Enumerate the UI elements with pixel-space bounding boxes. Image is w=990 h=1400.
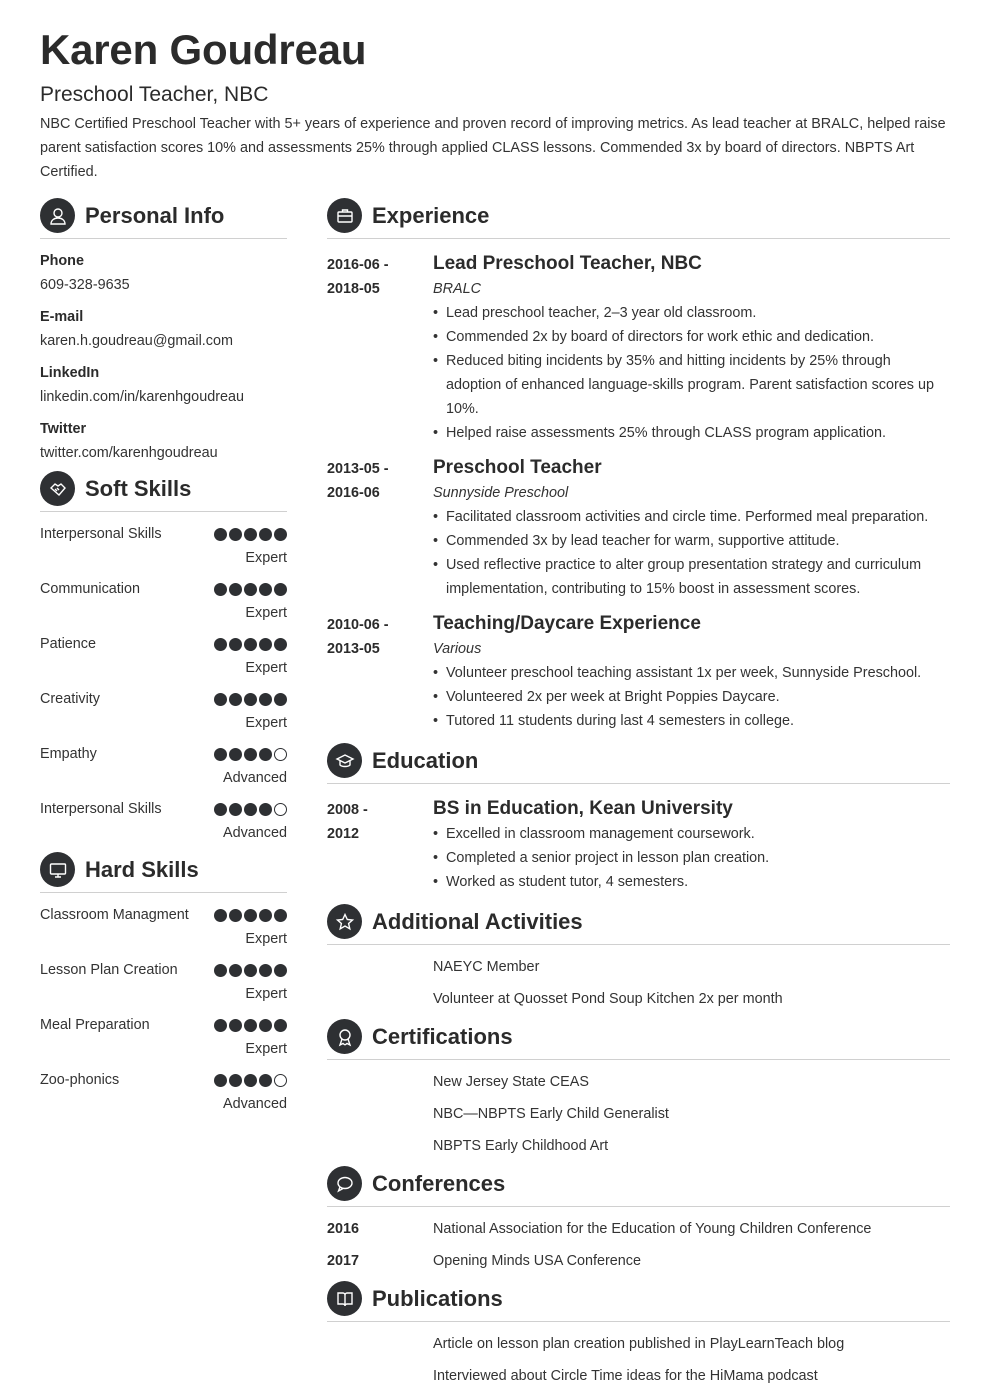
date-end: 2016-06 (327, 485, 380, 501)
date-end: 2012 (327, 826, 360, 842)
bullet-item: • Commended 3x by lead teacher for warm, supportive attitude. (433, 529, 950, 553)
filled-dot (214, 528, 227, 541)
skill-item (40, 958, 287, 1006)
skill-level: Advanced (222, 1096, 287, 1112)
handshake-icon (40, 471, 75, 506)
bullet-item: • Used reflective practice to alter group presentation strategy and curriculum implementation, contributing to 15% boost in assessment scores. (433, 553, 950, 601)
filled-dot (229, 1074, 242, 1087)
bullet-list (433, 505, 950, 601)
briefcase-icon (327, 198, 362, 233)
bullet-item: • Completed a senior project in lesson plan creation. (433, 846, 950, 870)
entry-organization: Various (433, 641, 482, 657)
filled-dot (214, 638, 227, 651)
filled-dot (229, 964, 242, 977)
section-title: Education (372, 748, 479, 773)
skill-rating (214, 1074, 287, 1087)
filled-dot (214, 1074, 227, 1087)
bullet-item: • Volunteered 2x per week at Bright Poppies Daycare. (433, 685, 950, 709)
bullet-list (433, 661, 950, 733)
skill-item (40, 522, 287, 570)
section-header (327, 1019, 950, 1060)
filled-dot (214, 964, 227, 977)
skill-name: Interpersonal Skills (40, 526, 162, 542)
certifications-section (327, 1019, 950, 1158)
skill-item (40, 1013, 287, 1061)
filled-dot (274, 964, 287, 977)
info-value: karen.h.goudreau@gmail.com (40, 333, 233, 349)
filled-dot (244, 748, 257, 761)
filled-dot (244, 1019, 257, 1032)
experience-section (327, 198, 950, 733)
section-header (327, 904, 950, 945)
entry (327, 455, 950, 601)
entry-title: Preschool Teacher (433, 457, 602, 478)
entry-title: Teaching/Daycare Experience (433, 613, 701, 634)
filled-dot (274, 583, 287, 596)
skill-level: Expert (245, 1041, 287, 1057)
filled-dot (274, 693, 287, 706)
filled-dot (259, 693, 272, 706)
filled-dot (229, 693, 242, 706)
filled-dot (244, 964, 257, 977)
conference-name: National Association for the Education of Young Children Conference (433, 1221, 872, 1237)
resume-header (40, 26, 952, 184)
skill-row (40, 522, 287, 546)
skill-item (40, 1068, 287, 1116)
skill-name: Patience (40, 636, 97, 652)
skill-item (40, 687, 287, 735)
conference-year: 2016 (327, 1221, 360, 1237)
bullet-item: • Volunteer preschool teaching assistant 1x per week, Sunnyside Preschool. (433, 661, 950, 685)
entry-body (433, 455, 950, 601)
filled-dot (214, 748, 227, 761)
skill-row (40, 742, 287, 766)
entry (327, 796, 950, 894)
skill-row (40, 797, 287, 821)
skill-level: Expert (245, 931, 287, 947)
conference-name: Opening Minds USA Conference (433, 1253, 641, 1269)
info-label: E-mail (40, 309, 84, 325)
filled-dot (244, 909, 257, 922)
hard-skills-list (40, 903, 287, 1116)
skill-rating (214, 748, 287, 761)
skill-name: Communication (40, 581, 140, 597)
filled-dot (244, 693, 257, 706)
bullet-item: • Excelled in classroom management coursework. (433, 822, 950, 846)
filled-dot (259, 909, 272, 922)
filled-dot (259, 1019, 272, 1032)
filled-dot (229, 1019, 242, 1032)
filled-dot (259, 964, 272, 977)
empty-dot (274, 748, 287, 761)
filled-dot (244, 528, 257, 541)
section-title: Experience (372, 203, 490, 228)
entry-organization: BRALC (433, 281, 481, 297)
speech-bubble-icon (327, 1166, 362, 1201)
bullet-item: • Helped raise assessments 25% through CLASS program application. (433, 421, 950, 445)
skill-rating (214, 528, 287, 541)
skill-level: Advanced (222, 825, 287, 841)
list-item: NBC—NBPTS Early Child Generalist (433, 1106, 669, 1122)
filled-dot (274, 528, 287, 541)
summary: NBC Certified Preschool Teacher with 5+ years of experience and proven record of improving metrics. As lead teacher at BRALC, helped raise parent satisfaction scores 10% and assessments 25% through applied CLASS lessons. Commended 3x by board of directors. NBPTS Art Certified. (40, 116, 946, 180)
filled-dot (259, 748, 272, 761)
skill-row (40, 958, 287, 982)
list-item: NAEYC Member (433, 959, 540, 975)
person-icon (40, 198, 75, 233)
list-item: Volunteer at Quosset Pond Soup Kitchen 2x per month (433, 991, 783, 1007)
filled-dot (274, 1019, 287, 1032)
candidate-name: Karen Goudreau (40, 26, 367, 73)
date-end: 2018-05 (327, 281, 380, 297)
list-item: New Jersey State CEAS (433, 1074, 589, 1090)
personal-info-section (40, 198, 287, 465)
skill-rating (214, 1019, 287, 1032)
info-label: Phone (40, 253, 84, 269)
skill-row (40, 903, 287, 927)
award-ribbon-icon (327, 1019, 362, 1054)
soft-skills-section (40, 471, 287, 845)
conferences-section (327, 1166, 950, 1273)
filled-dot (259, 528, 272, 541)
info-value: linkedin.com/in/karenhgoudreau (40, 389, 244, 405)
entry-title: Lead Preschool Teacher, NBC (433, 253, 702, 274)
certifications-list (327, 1070, 950, 1158)
skill-rating (214, 803, 287, 816)
skill-row (40, 1068, 287, 1092)
left-column (40, 198, 287, 1123)
info-value: 609-328-9635 (40, 277, 130, 293)
empty-dot (274, 1074, 287, 1087)
skill-item (40, 577, 287, 625)
filled-dot (229, 909, 242, 922)
skill-item (40, 797, 287, 845)
entry-body (433, 796, 950, 894)
section-title: Certifications (372, 1024, 513, 1049)
filled-dot (244, 1074, 257, 1087)
info-label: Twitter (40, 421, 87, 437)
filled-dot (229, 583, 242, 596)
bullet-item: • Facilitated classroom activities and circle time. Performed meal preparation. (433, 505, 950, 529)
skill-name: Interpersonal Skills (40, 801, 162, 817)
skill-name: Zoo-phonics (40, 1072, 120, 1088)
bullet-item: • Worked as student tutor, 4 semesters. (433, 870, 950, 894)
entry-date (327, 611, 433, 733)
bullet-list (433, 822, 950, 894)
filled-dot (229, 803, 242, 816)
entry-date (327, 796, 433, 894)
filled-dot (244, 803, 257, 816)
skill-item (40, 903, 287, 951)
filled-dot (214, 909, 227, 922)
skill-item (40, 632, 287, 680)
entry (327, 611, 950, 733)
section-title: Soft Skills (85, 476, 192, 501)
skill-name: Creativity (40, 691, 100, 707)
skill-rating (214, 638, 287, 651)
empty-dot (274, 803, 287, 816)
bullet-item: • Tutored 11 students during last 4 semesters in college. (433, 709, 950, 733)
bullet-item: • Lead preschool teacher, 2–3 year old classroom. (433, 301, 950, 325)
entry-body (433, 611, 950, 733)
filled-dot (229, 528, 242, 541)
entry-title: BS in Education, Kean University (433, 798, 733, 819)
skill-rating (214, 909, 287, 922)
section-header (40, 471, 287, 512)
section-header (40, 198, 287, 239)
date-start: 2008 - (327, 802, 368, 818)
filled-dot (274, 909, 287, 922)
skill-name: Meal Preparation (40, 1017, 150, 1033)
list-item: NBPTS Early Childhood Art (433, 1138, 609, 1154)
date-start: 2010-06 - (327, 617, 389, 633)
entry-body (433, 251, 950, 445)
filled-dot (259, 583, 272, 596)
section-header (327, 198, 950, 239)
skill-level: Expert (245, 660, 287, 676)
candidate-title: Preschool Teacher, NBC (40, 83, 269, 106)
graduation-cap-icon (327, 743, 362, 778)
skill-level: Expert (245, 986, 287, 1002)
list-item: Interviewed about Circle Time ideas for the HiMama podcast (433, 1368, 818, 1384)
skill-level: Expert (245, 605, 287, 621)
experience-list (327, 251, 950, 733)
skill-name: Empathy (40, 746, 97, 762)
filled-dot (259, 803, 272, 816)
section-title: Conferences (372, 1171, 506, 1196)
filled-dot (214, 583, 227, 596)
conferences-list (327, 1217, 950, 1273)
conference-year: 2017 (327, 1253, 360, 1269)
section-header (327, 1166, 950, 1207)
entry-date (327, 251, 433, 445)
hard-skills-section (40, 852, 287, 1116)
info-label: LinkedIn (40, 365, 100, 381)
skill-name: Lesson Plan Creation (40, 962, 178, 978)
personal-info-list (40, 249, 287, 465)
section-title: Hard Skills (85, 857, 199, 882)
star-icon (327, 904, 362, 939)
activities-list (327, 955, 950, 1011)
skill-rating (214, 693, 287, 706)
filled-dot (214, 1019, 227, 1032)
skill-rating (214, 583, 287, 596)
filled-dot (274, 638, 287, 651)
filled-dot (259, 638, 272, 651)
bullet-item: • Reduced biting incidents by 35% and hitting incidents by 25% through adoption of enhanced language-skills program. Parent satisfaction scores up 10%. (433, 349, 950, 421)
entry-date (327, 455, 433, 601)
date-start: 2013-05 - (327, 461, 389, 477)
conference-row (327, 1249, 950, 1273)
skill-row (40, 1013, 287, 1037)
entry-organization: Sunnyside Preschool (433, 485, 569, 501)
section-header (327, 1281, 950, 1322)
entry (327, 251, 950, 445)
publications-list (327, 1332, 950, 1388)
skill-row (40, 632, 287, 656)
right-column (327, 198, 950, 1396)
filled-dot (229, 748, 242, 761)
skill-row (40, 577, 287, 601)
skill-level: Expert (245, 550, 287, 566)
skill-name: Classroom Managment (40, 907, 189, 923)
skill-item (40, 742, 287, 790)
section-title: Personal Info (85, 203, 225, 228)
skill-level: Expert (245, 715, 287, 731)
bullet-item: • Commended 2x by board of directors for work ethic and dedication. (433, 325, 950, 349)
skill-level: Advanced (222, 770, 287, 786)
filled-dot (214, 693, 227, 706)
filled-dot (244, 583, 257, 596)
skill-rating (214, 964, 287, 977)
bullet-list (433, 301, 950, 445)
date-end: 2013-05 (327, 641, 380, 657)
education-list (327, 796, 950, 894)
filled-dot (259, 1074, 272, 1087)
filled-dot (244, 638, 257, 651)
filled-dot (214, 803, 227, 816)
filled-dot (229, 638, 242, 651)
info-value: twitter.com/karenhgoudreau (40, 445, 218, 461)
soft-skills-list (40, 522, 287, 845)
section-header (327, 743, 950, 784)
activities-section (327, 904, 950, 1011)
skill-row (40, 687, 287, 711)
list-item: Article on lesson plan creation published in PlayLearnTeach blog (433, 1336, 845, 1352)
section-title: Additional Activities (372, 909, 583, 934)
section-header (40, 852, 287, 893)
section-title: Publications (372, 1286, 503, 1311)
monitor-icon (40, 852, 75, 887)
education-section (327, 743, 950, 894)
conference-row (327, 1217, 950, 1241)
date-start: 2016-06 - (327, 257, 389, 273)
publications-section (327, 1281, 950, 1388)
book-icon (327, 1281, 362, 1316)
